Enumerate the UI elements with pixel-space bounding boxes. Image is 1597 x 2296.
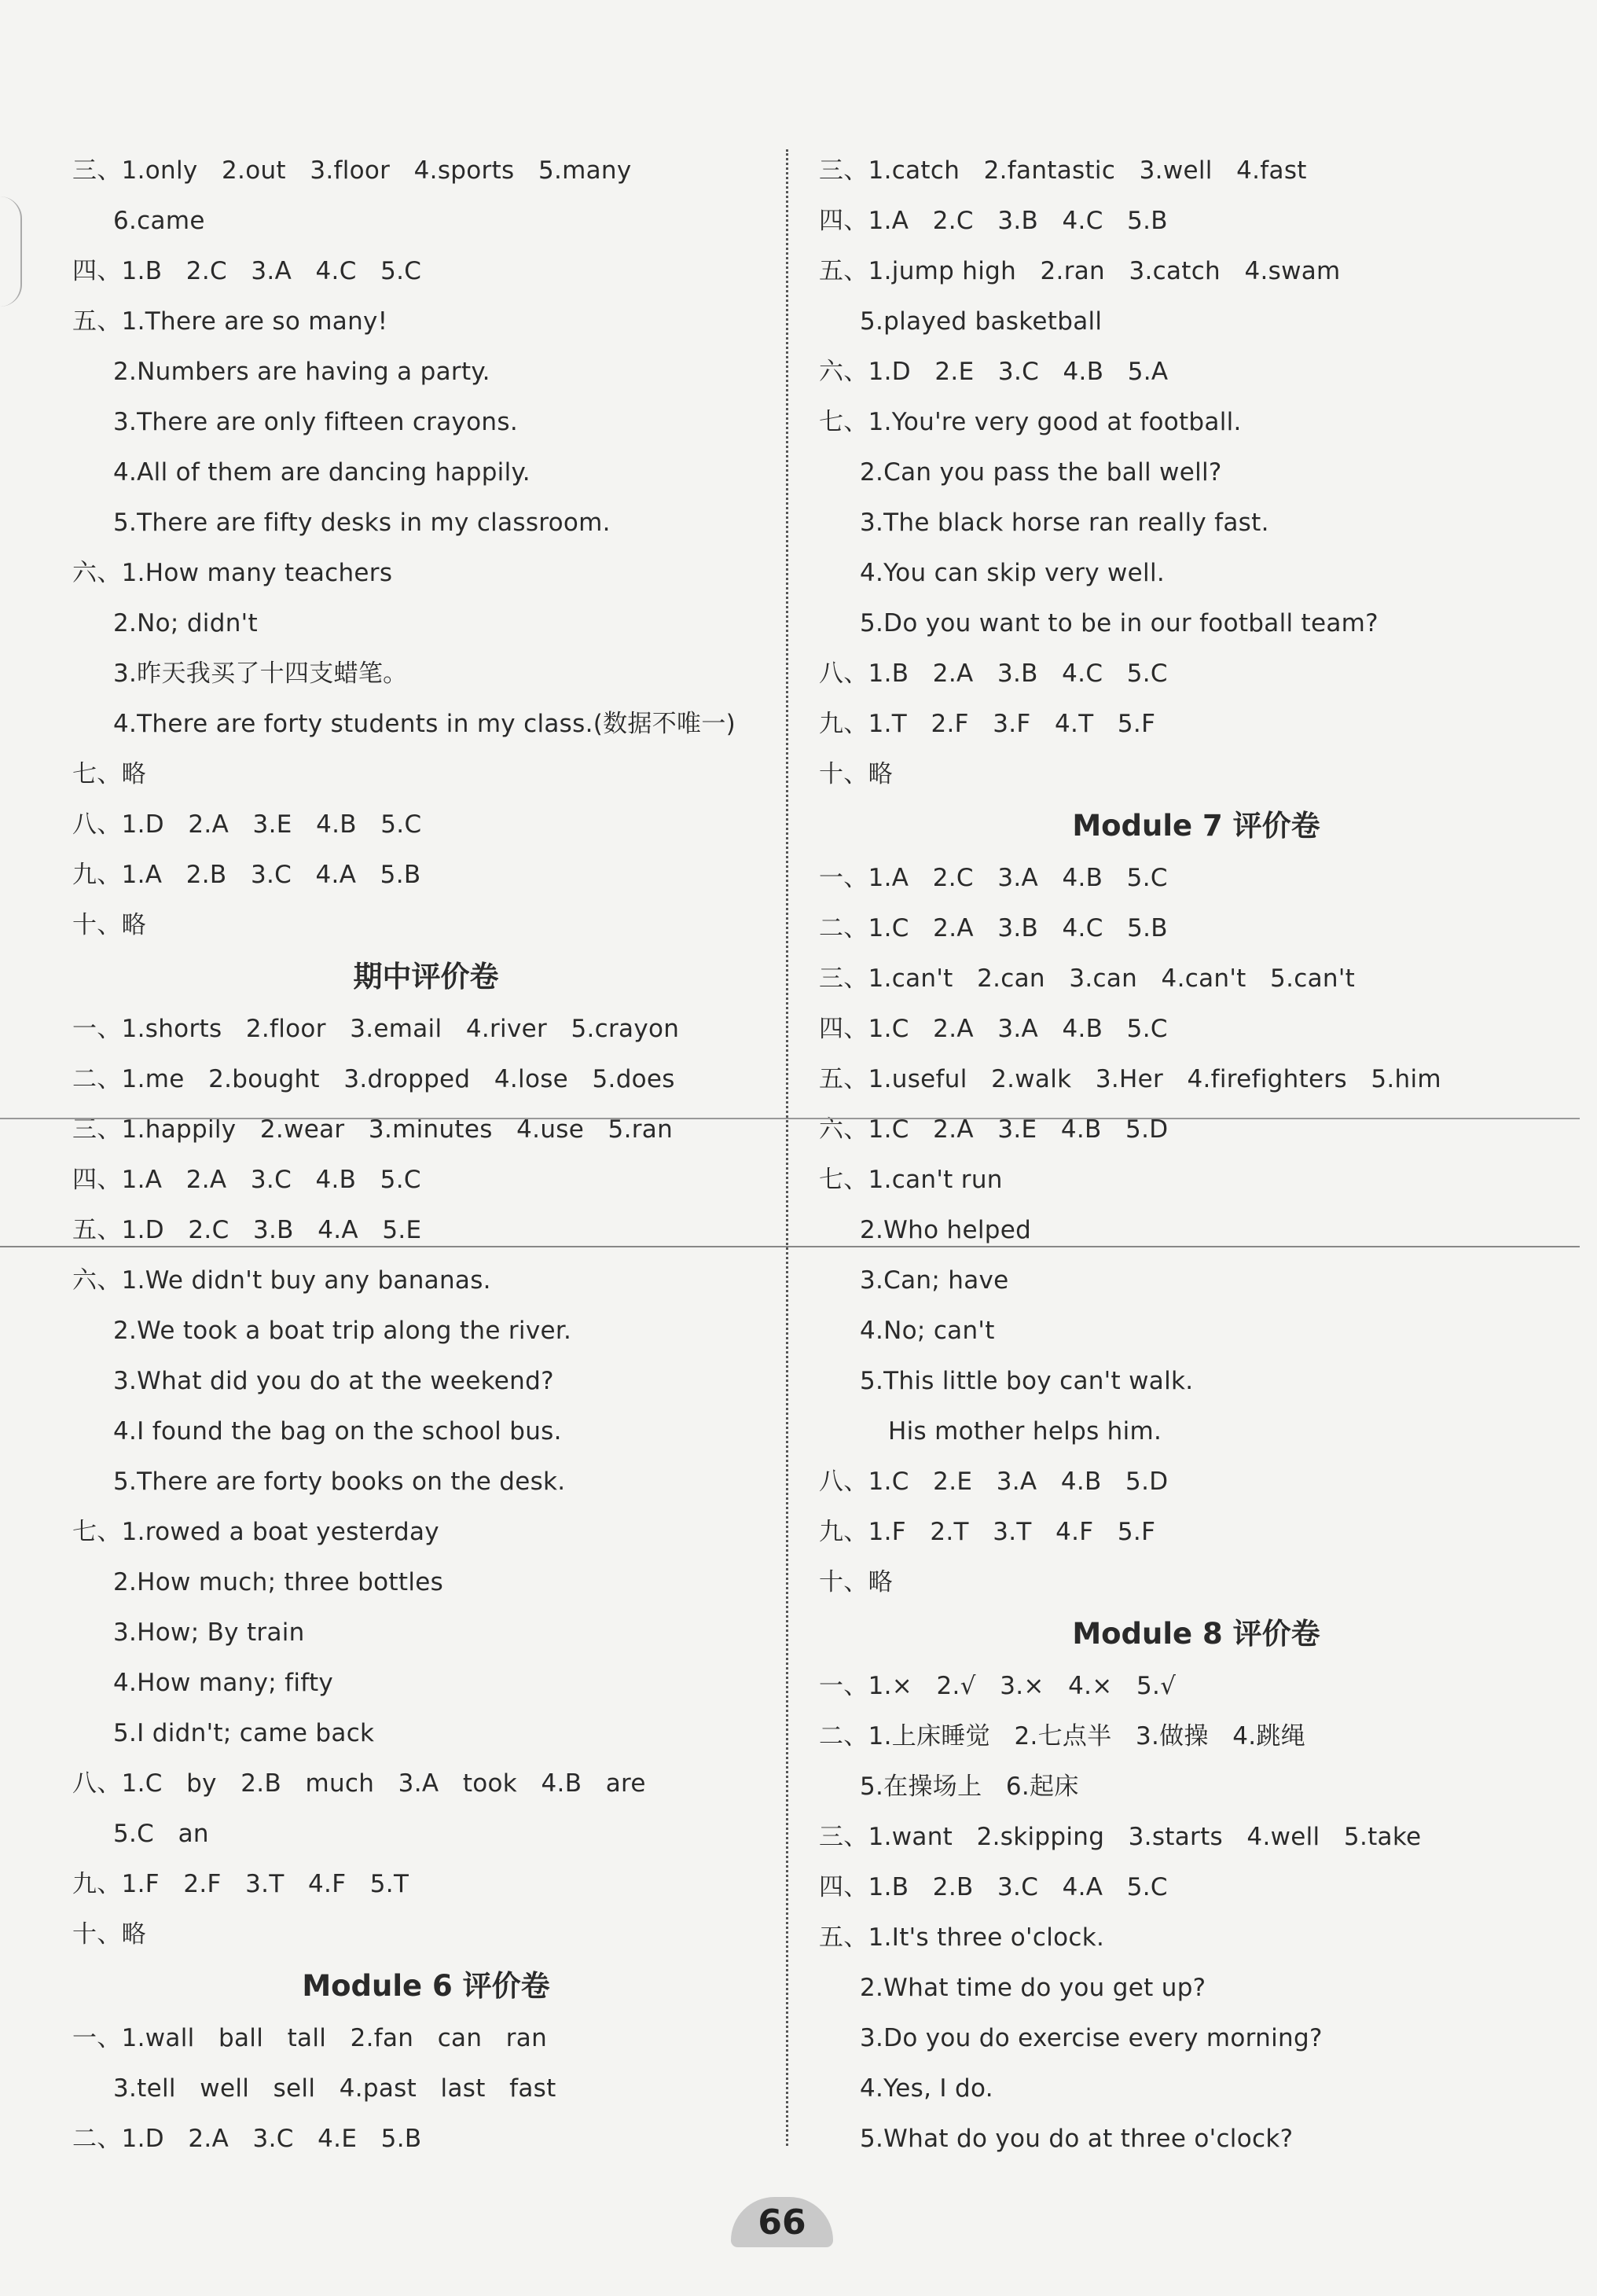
section-heading: 期中评价卷 [353,960,499,994]
answer-line: 四、1.A 2.C 3.B 4.C 5.B [819,207,1168,235]
answer-line: 3.What did you do at the weekend? [113,1367,554,1395]
answer-line: 3.tell well sell 4.past last fast [113,2074,556,2103]
answer-line: 五、1.useful 2.walk 3.Her 4.firefighters 5.him [819,1065,1441,1093]
answer-line: 五、1.jump high 2.ran 3.catch 4.swam [819,257,1341,285]
answer-line: 二、1.D 2.A 3.C 4.E 5.B [72,2125,422,2153]
answer-line: 八、1.C 2.E 3.A 4.B 5.D [819,1468,1169,1496]
answer-line: 5.There are forty books on the desk. [113,1468,566,1496]
left-answer-column [72,145,780,2164]
answer-line: 七、1.You're very good at football. [819,408,1242,436]
answer-line: 5.Do you want to be in our football team? [860,609,1379,637]
answer-line: 5.I didn't; came back [113,1719,375,1747]
answer-line: 2.What time do you get up? [860,1974,1206,2002]
answer-line: 一、1.A 2.C 3.A 4.B 5.C [819,864,1168,892]
answer-line: 三、1.can't 2.can 3.can 4.can't 5.can't [819,964,1356,993]
answer-line: 二、1.上床睡觉 2.七点半 3.做操 4.跳绳 [819,1722,1305,1750]
answer-line: 十、略 [819,1568,893,1596]
answer-line: 八、1.B 2.A 3.B 4.C 5.C [819,659,1168,688]
answer-line: His mother helps him. [888,1417,1162,1446]
answer-line: 八、1.C by 2.B much 3.A took 4.B are [72,1769,646,1798]
answer-line: 6.came [113,207,205,235]
answer-line: 十、略 [819,760,893,788]
answer-line: 5.What do you do at three o'clock? [860,2125,1294,2153]
answer-line: 五、1.It's three o'clock. [819,1923,1105,1952]
answer-line: 2.No; didn't [113,609,258,637]
answer-line: 2.How much; three bottles [113,1568,444,1596]
answer-line: 一、1.wall ball tall 2.fan can ran [72,2024,548,2052]
answer-line: 3.Do you do exercise every morning? [860,2024,1323,2052]
answer-line: 七、略 [72,760,146,788]
page-number: 66 [731,2197,833,2247]
answer-line: 九、1.F 2.T 3.T 4.F 5.F [819,1518,1156,1546]
answer-line: 四、1.C 2.A 3.A 4.B 5.C [819,1015,1168,1043]
answer-line: 4.Yes, I do. [860,2074,993,2103]
answer-line: 一、1.× 2.√ 3.× 4.× 5.√ [819,1672,1177,1700]
answer-line: 六、1.How many teachers [72,559,393,587]
answer-line: 十、略 [72,911,146,939]
answer-line: 4.All of them are dancing happily. [113,458,530,487]
answer-line: 六、1.D 2.E 3.C 4.B 5.A [819,358,1169,386]
answer-line: 4.I found the bag on the school bus. [113,1417,562,1446]
section-heading: Module 8 评价卷 [1072,1617,1320,1651]
answer-line: 5.played basketball [860,307,1103,336]
answer-line: 九、1.F 2.F 3.T 4.F 5.T [72,1870,409,1898]
answer-line: 5.This little boy can't walk. [860,1367,1194,1395]
answer-line: 十、略 [72,1920,146,1949]
scan-fold-line [0,1118,1580,1119]
answer-line: 四、1.B 2.C 3.A 4.C 5.C [72,257,422,285]
answer-line: 5.在操场上 6.起床 [860,1773,1079,1801]
answer-line: 2.Can you pass the ball well? [860,458,1222,487]
answer-line: 三、1.happily 2.wear 3.minutes 4.use 5.ran [72,1115,674,1144]
answer-line: 一、1.shorts 2.floor 3.email 4.river 5.crayon [72,1015,680,1043]
answer-line: 五、1.D 2.C 3.B 4.A 5.E [72,1216,422,1244]
answer-line: 3.There are only fifteen crayons. [113,408,518,436]
answer-line: 八、1.D 2.A 3.E 4.B 5.C [72,810,422,839]
answer-line: 七、1.rowed a boat yesterday [72,1518,439,1546]
answer-line: 4.No; can't [860,1317,995,1345]
answer-line: 3.昨天我买了十四支蜡笔。 [113,659,408,688]
answer-line: 三、1.catch 2.fantastic 3.well 4.fast [819,156,1307,185]
answer-line: 二、1.C 2.A 3.B 4.C 5.B [819,914,1168,942]
answer-line: 九、1.T 2.F 3.F 4.T 5.F [819,710,1156,738]
section-heading: Module 7 评价卷 [1072,809,1320,843]
column-divider [786,149,788,2146]
answer-line: 九、1.A 2.B 3.C 4.A 5.B [72,861,421,889]
section-heading: Module 6 评价卷 [302,1969,550,2003]
answer-line: 4.You can skip very well. [860,559,1166,587]
answer-line: 二、1.me 2.bought 3.dropped 4.lose 5.does [72,1065,675,1093]
answer-line: 2.Numbers are having a party. [113,358,490,386]
right-answer-column [819,145,1573,2164]
scan-fold-line [0,1246,1580,1247]
answer-line: 三、1.want 2.skipping 3.starts 4.well 5.take [819,1823,1422,1851]
answer-line: 5.There are fifty desks in my classroom. [113,509,611,537]
answer-line: 六、1.C 2.A 3.E 4.B 5.D [819,1115,1169,1144]
answer-line: 4.There are forty students in my class.(数据不唯一) [113,710,736,738]
answer-line: 3.Can; have [860,1266,1009,1295]
answer-line: 四、1.B 2.B 3.C 4.A 5.C [819,1873,1168,1901]
answer-line: 5.C an [113,1820,209,1848]
answer-line: 4.How many; fifty [113,1669,334,1697]
answer-line: 六、1.We didn't buy any bananas. [72,1266,491,1295]
answer-line: 五、1.There are so many! [72,307,388,336]
answer-line: 2.Who helped [860,1216,1032,1244]
answer-line: 3.How; By train [113,1618,305,1647]
answer-line: 七、1.can't run [819,1166,1003,1194]
answer-line: 2.We took a boat trip along the river. [113,1317,572,1345]
answer-line: 三、1.only 2.out 3.floor 4.sports 5.many [72,156,632,185]
answer-line: 3.The black horse ran really fast. [860,509,1269,537]
page-edge-curl [0,197,22,307]
answer-line: 四、1.A 2.A 3.C 4.B 5.C [72,1166,421,1194]
